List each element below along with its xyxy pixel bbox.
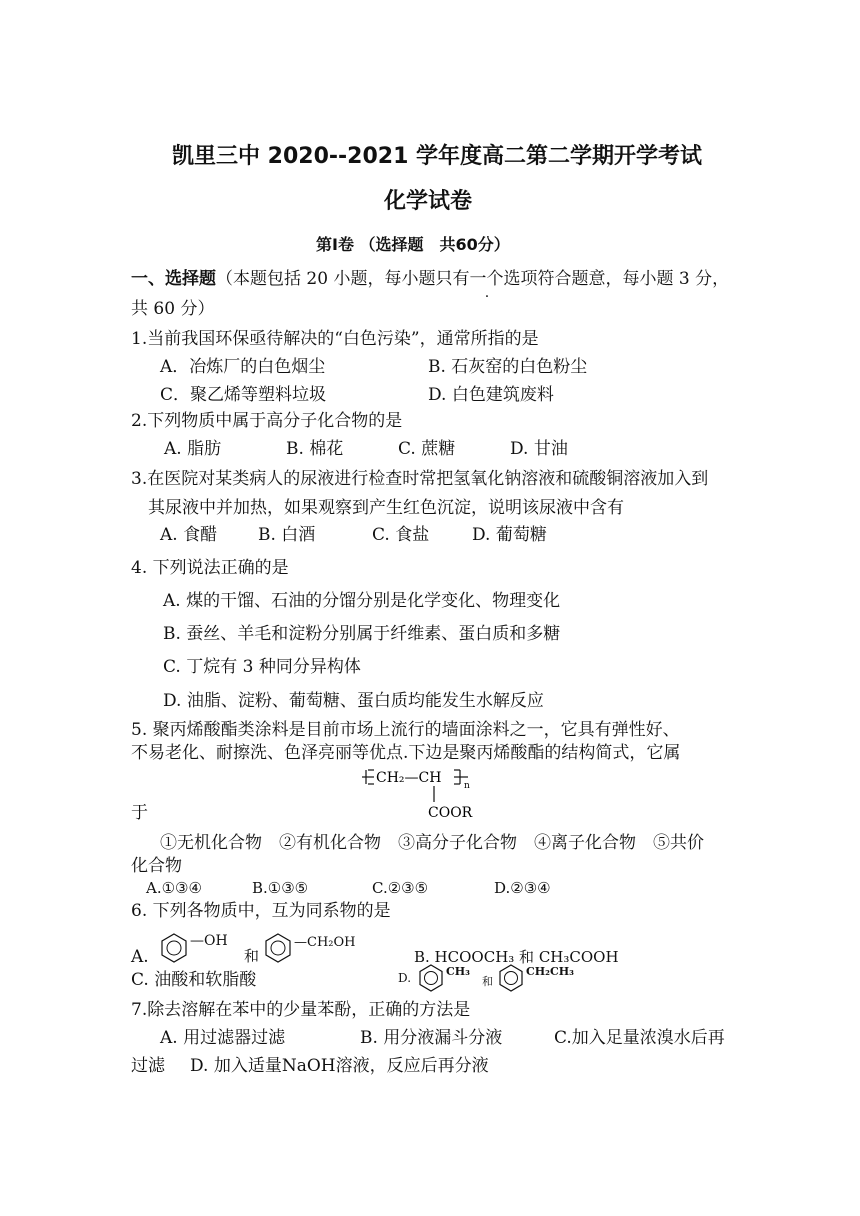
q6-benzyl-alcohol-group: —CH₂OH [294, 935, 356, 950]
q5-option-d: D.②③④ [494, 879, 551, 897]
benzene-ring-icon [264, 932, 292, 964]
q4-option-b: B. 蚕丝、羊毛和淀粉分别属于纤维素、蛋白质和多糖 [163, 624, 561, 644]
part-header: 第Ⅰ卷 （选择题 共60分） [316, 235, 510, 254]
q7-option-c: C.加入足量浓溴水后再 [554, 1028, 725, 1048]
q6-phenol-group: —OH [190, 933, 228, 949]
q2-option-a: A. 脂肪 [164, 439, 222, 459]
polymer-structure-formula [360, 766, 480, 822]
q7-stem: 7.除去溶解在苯中的少量苯酚，正确的方法是 [131, 1000, 471, 1020]
q5-option-b: B.①③⑤ [252, 879, 309, 897]
q5-stem-line3: 于 [131, 803, 148, 823]
section-instr-a: （本题包括 20 小题，每小题只有 [216, 269, 470, 289]
section-label: 一、选择题 [131, 269, 216, 289]
q5-option-c: C.②③⑤ [372, 879, 429, 897]
section-instr-b: 选项符合题意，每小题 3 分， [503, 269, 730, 289]
q1-option-b: B. 石灰窑的白色粉尘 [428, 357, 588, 377]
q1-stem: 1.当前我国环保亟待解决的“白色污染”，通常所指的是 [131, 329, 539, 349]
section-instr-line2: 共 60 分） [131, 299, 215, 319]
q6-option-c: C. 油酸和软脂酸 [131, 970, 257, 990]
exam-title: 凯里三中 2020--2021 学年度高二第二学期开学考试 [172, 144, 703, 169]
q1-option-d: D. 白色建筑废料 [428, 385, 554, 405]
q6-toluene-methyl: CH₃ [446, 965, 470, 978]
q2-stem: 2.下列物质中属于高分子化合物的是 [131, 411, 403, 431]
emphasis-dotted-text: 一个 [469, 269, 504, 289]
q6-option-a-label: A. [131, 947, 149, 967]
section-instructions [131, 268, 729, 290]
q7-option-d: D. 加入适量NaOH溶液，反应后再分液 [190, 1056, 489, 1076]
q6-ethylbenzene-group: CH₂CH₃ [526, 965, 574, 978]
q5-stem-line2: 不易老化、耐擦洗、色泽亮丽等优点.下边是聚丙烯酸酯的结构简式，它属 [131, 743, 681, 763]
q7-option-c-cont: 过滤 [131, 1056, 165, 1076]
q1-option-c: C．聚乙烯等塑料垃圾 [160, 385, 327, 405]
q4-stem: 4. 下列说法正确的是 [131, 558, 289, 578]
q4-option-c: C. 丁烷有 3 种同分异构体 [163, 657, 361, 677]
q1-option-a: A．冶炼厂的白色烟尘 [160, 357, 326, 377]
q3-stem-line1: 3.在医院对某类病人的尿液进行检查时常把氢氧化钠溶液和硫酸铜溶液加入到 [131, 469, 709, 489]
q6-option-d-and: 和 [482, 975, 493, 988]
q5-choices-line2: 化合物 [131, 856, 182, 876]
q2-option-d: D. 甘油 [510, 439, 568, 459]
exam-subtitle: 化学试卷 [384, 189, 473, 214]
benzene-ring-icon [418, 963, 444, 993]
q5-stem-line1: 5. 聚丙烯酸酯类涂料是目前市场上流行的墙面涂料之一，它具有弹性好、 [131, 720, 680, 740]
q3-option-c: C. 食盐 [372, 525, 430, 545]
q5-choices-line1: ①无机化合物 ②有机化合物 ③高分子化合物 ④离子化合物 ⑤共价 [160, 833, 704, 853]
polymer-chain-text: CH₂—CH [376, 770, 442, 786]
q5-option-a: A.①③④ [146, 879, 202, 897]
q3-option-a: A. 食醋 [160, 525, 218, 545]
q6-option-d-label: D. [398, 971, 412, 985]
q7-option-b: B. 用分液漏斗分液 [360, 1028, 503, 1048]
q2-option-b: B. 棉花 [286, 439, 344, 459]
q3-option-d: D. 葡萄糖 [472, 525, 547, 545]
benzene-ring-icon [498, 963, 524, 993]
q3-option-b: B. 白酒 [258, 525, 316, 545]
q6-stem: 6. 下列各物质中，互为同系物的是 [131, 901, 391, 921]
q7-option-a: A. 用过滤器过滤 [160, 1028, 286, 1048]
q6-option-b: B. HCOOCH₃ 和 CH₃COOH [414, 948, 619, 966]
q2-option-c: C. 蔗糖 [398, 439, 456, 459]
q4-option-a: A. 煤的干馏、石油的分馏分别是化学变化、物理变化 [163, 591, 561, 611]
polymer-side-group: COOR [428, 805, 473, 821]
polymer-repeat-n: n [464, 781, 470, 791]
q3-stem-line2: 其尿液中并加热，如果观察到产生红色沉淀，说明该尿液中含有 [148, 498, 624, 518]
q6-option-a-and: 和 [244, 947, 260, 965]
benzene-ring-icon [160, 932, 188, 964]
q4-option-d: D. 油脂、淀粉、葡萄糖、蛋白质均能发生水解反应 [163, 691, 544, 711]
